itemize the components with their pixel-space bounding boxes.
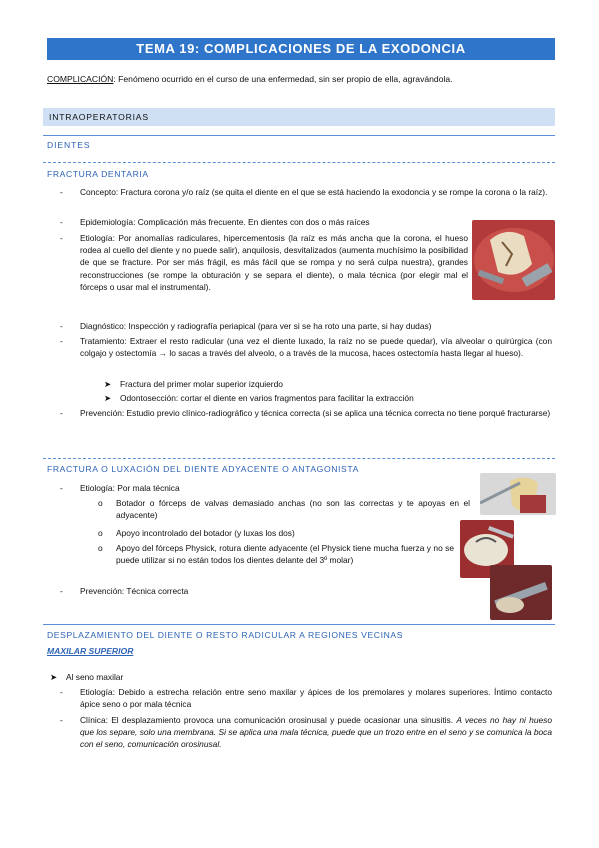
- list-item: - Tratamiento: Extraer el resto radicular (una vez el diente luxado, la raíz no se puede quedar), vía alveolar o quirúrgica (con colgajo y ostectomía → lo sacas a través del alveolo, o a través de la mucosa, haces ostectomía hasta llegar al hueso).: [60, 336, 552, 359]
- divider: [43, 162, 555, 163]
- circle-item: o Apoyo incontrolado del botador (y luxas los dos): [98, 528, 295, 538]
- list-item: - Diagnóstico: Inspección y radiografía periapical (para ver si se ha roto una parte, si hay dudas): [60, 321, 432, 331]
- list-item: - Etiología: Por mala técnica: [60, 483, 180, 493]
- sub-list-item: ➤ Fractura del primer molar superior izquierdo: [104, 379, 283, 389]
- tooth-fracture-photo: [472, 220, 555, 300]
- maxilar-superior-heading: MAXILAR SUPERIOR: [47, 646, 134, 656]
- desplazamiento-title: DESPLAZAMIENTO DEL DIENTE O RESTO RADICULAR A REGIONES VECINAS: [47, 630, 404, 640]
- divider: [43, 135, 555, 136]
- list-item: - Etiología: Por anomalías radiculares, hipercementosis (la raíz es más ancha que la corona, el hueso rodea al cuello del diente y no puede salir), anquilosis, desvitalizados (aumenta muchísimo la posibilidad de que se fracture. Por ser más frágil, es más fácil que se rompa y no será culpa nuestra), grandes reconstrucciones (se rompe la obturación y se separa el diente), o mala técnica (por elegir mal el fórceps o usar mal el instrumental).: [60, 233, 468, 292]
- divider: [43, 458, 555, 459]
- seno-item: ➤ Al seno maxilar: [50, 672, 124, 682]
- list-item: - Epidemiología: Complicación más frecuente. En dientes con dos o más raíces: [60, 217, 370, 227]
- subsection-heading: DIENTES: [47, 140, 91, 150]
- circle-item: o Apoyo del fórceps Physick, rotura diente adyacente (el Physick tiene mucha fuerza y no se puede utilizar si no están todos los dientes delante del 3º molar): [98, 543, 454, 566]
- section-heading: [43, 108, 555, 126]
- list-item: - Prevención: Estudio previo clínico-radiográfico y técnica correcta (si se aplica una técnica correcta no tiene porqué fracturarse): [60, 408, 551, 418]
- list-item: - Clínica: El desplazamiento provoca una comunicación orosinusal y puede ocasionar una sinusitis. A veces no hay ni hueso que los separe, solo una membrana. Si se aplica una mala técnica, puede que un trozo entre en el seno y se comunica la boca con el seno, comunicación orosinusal.: [60, 715, 552, 750]
- definition-term: COMPLICACIÓN: [47, 74, 114, 84]
- section-label: INTRAOPERATORIAS: [49, 112, 149, 122]
- fractura-dentaria-title: FRACTURA DENTARIA: [47, 169, 149, 179]
- physick-forceps-photo: [490, 565, 552, 620]
- forceps-photo: [480, 473, 556, 515]
- fractura-adyacente-title: FRACTURA O LUXACIÓN DEL DIENTE ADYACENTE O ANTAGONISTA: [47, 464, 359, 474]
- list-item: - Prevención: Técnica correcta: [60, 586, 189, 596]
- divider: [43, 624, 555, 625]
- definition-text: : Fenómeno ocurrido en el curso de una enfermedad, sin ser propio de ella, agravándola.: [113, 74, 453, 84]
- list-item: - Concepto: Fractura corona y/o raíz (se quita el diente en el que se está haciendo la exodoncia y se rompe la corona o la raíz).: [60, 187, 548, 197]
- list-item: - Etiología: Debido a estrecha relación entre seno maxilar y ápices de los premolares y molares superiores. Íntimo contacto ápice seno o por mala técnica: [60, 687, 552, 710]
- sub-list-item: ➤ Odontosección: cortar el diente en varios fragmentos para facilitar la extracción: [104, 393, 414, 403]
- page-title: TEMA 19: COMPLICACIONES DE LA EXODONCIA: [47, 38, 555, 60]
- circle-item: o Botador o fórceps de valvas demasiado anchas (no son las correctas y te apoyas en el adyacente): [98, 498, 470, 521]
- definition: [47, 73, 557, 85]
